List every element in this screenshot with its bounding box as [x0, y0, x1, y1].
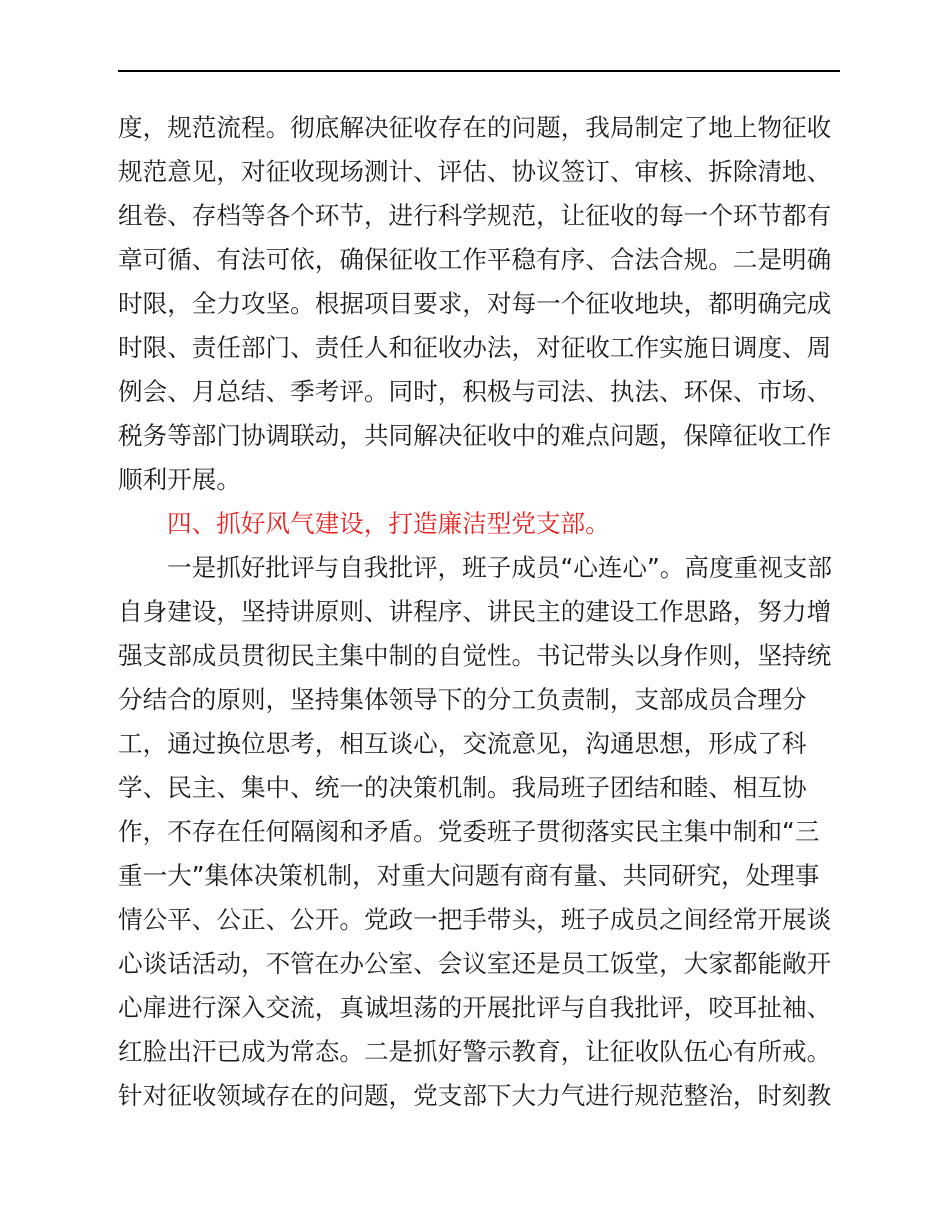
text-line: 工，通过换位思考，相互谈心，交流意见，沟通思想，形成了科 — [118, 729, 807, 758]
text-line: 组卷、存档等各个环节，进行科学规范，让征收的每一个环节都有 — [118, 201, 832, 230]
text-line: 时限、责任部门、责任人和征收办法，对征收工作实施日调度、周 — [118, 333, 832, 362]
text-line: 例会、月总结、季考评。同时，积极与司法、执法、环保、市场、 — [118, 377, 832, 406]
text-line: 度，规范流程。彻底解决征收存在的问题，我局制定了地上物征收 — [118, 113, 832, 142]
section-heading: 四、抓好风气建设，打造廉洁型党支部。 — [167, 509, 610, 538]
text-line: 作，不存在任何隔阂和矛盾。党委班子贯彻落实民主集中制和“三 — [118, 817, 820, 846]
text-line: 针对征收领域存在的问题，党支部下大力气进行规范整治，时刻教 — [118, 1081, 832, 1110]
text-line: 章可循、有法可依，确保征收工作平稳有序、合法合规。二是明确 — [118, 245, 832, 274]
text-line: 学、民主、集中、统一的决策机制。我局班子团结和睦、相互协 — [118, 773, 807, 802]
text-line: 顺利开展。 — [118, 465, 241, 494]
text-line: 一是抓好批评与自我批评，班子成员“心连心”。高度重视支部 — [167, 553, 832, 582]
text-line: 红脸出汗已成为常态。二是抓好警示教育，让征收队伍心有所戒。 — [118, 1037, 832, 1066]
text-line: 心谈话活动，不管在办公室、会议室还是员工饭堂，大家都能敞开 — [118, 949, 832, 978]
text-line: 情公平、公正、公开。党政一把手带头，班子成员之间经常开展谈 — [118, 905, 832, 934]
text-line: 自身建设，坚持讲原则、讲程序、讲民主的建设工作思路，努力增 — [118, 597, 832, 626]
text-line: 税务等部门协调联动，共同解决征收中的难点问题，保障征收工作 — [118, 421, 832, 450]
text-line: 重一大”集体决策机制，对重大问题有商有量、共同研究，处理事 — [118, 861, 820, 890]
text-line: 分结合的原则，坚持集体领导下的分工负责制，支部成员合理分 — [118, 685, 807, 714]
text-line: 心扉进行深入交流，真诚坦荡的开展批评与自我批评，咬耳扯袖、 — [118, 993, 832, 1022]
text-line: 强支部成员贯彻民主集中制的自觉性。书记带头以身作则，坚持统 — [118, 641, 832, 670]
text-line: 时限，全力攻坚。根据项目要求，对每一个征收地块，都明确完成 — [118, 289, 832, 318]
text-line: 规范意见，对征收现场测计、评估、协议签订、审核、拆除清地、 — [118, 157, 832, 186]
header-rule — [118, 70, 840, 72]
document-body — [118, 106, 840, 1118]
